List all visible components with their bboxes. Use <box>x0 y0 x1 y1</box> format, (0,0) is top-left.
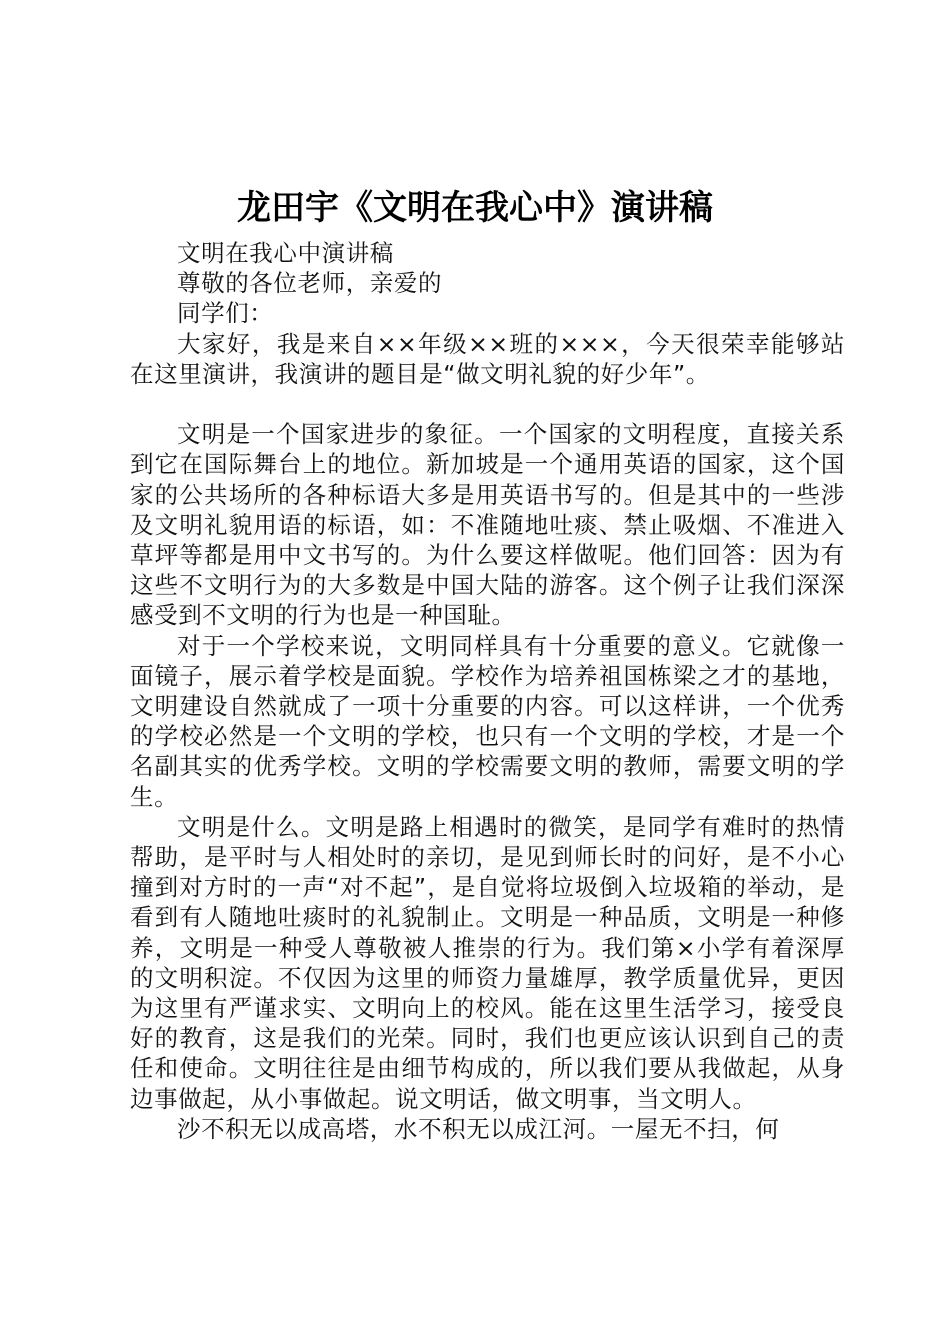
intro-line-students: 同学们： <box>177 299 274 328</box>
paragraph-opening: 大家好，我是来自××年级××班的×××，今天很荣幸能够站在这里演讲，我演讲的题目是“做文明礼貌的好少年”。 <box>130 329 845 388</box>
intro-line-greeting: 尊敬的各位老师，亲爱的 <box>177 269 443 298</box>
blank-line <box>130 389 845 419</box>
paragraph-school: 对于一个学校来说，文明同样具有十分重要的意义。它就像一面镜子，展示着学校是面貌。学校作为培养祖国栋梁之才的基地，文明建设自然就成了一项十分重要的内容。可以这样讲，一个优秀的学校必然是一个文明的学校，也只有一个文明的学校，才是一个名副其实的优秀学校。文明的学校需要文明的教师，需要文明的学生。 <box>130 631 845 811</box>
intro-line-title: 文明在我心中演讲稿 <box>177 239 394 267</box>
paragraph-nation: 文明是一个国家进步的象征。一个国家的文明程度，直接关系到它在国际舞台上的地位。新加坡是一个通用英语的国家，这个国家的公共场所的各种标语大多是用英语书写的。但是其中的一些涉及文明礼貌用语的标语，如：不准随地吐痰、禁止吸烟、不准进入草坪等都是用中文书写的。为什么要这样做呢。他们回答：因为有这些不文明行为的大多数是中国大陆的游客。这个例子让我们深深感受到不文明的行为也是一种国耻。 <box>130 420 845 630</box>
document-body <box>130 238 845 1144</box>
paragraph-closing: 沙不积无以成高塔，水不积无以成江河。一屋无不扫，何 <box>177 1114 780 1143</box>
document-title: 龙田宇《文明在我心中》演讲稿 <box>237 188 713 228</box>
paragraph-what-is-civility: 文明是什么。文明是路上相遇时的微笑，是同学有难时的热情帮助，是平时与人相处时的亲切，是见到师长时的问好，是不小心撞到对方时的一声“对不起”，是自觉将垃圾倒入垃圾箱的举动，是看到有人随地吐痰时的礼貌制止。文明是一种品质，文明是一种修养，文明是一种受人尊敬被人推崇的行为。我们第×小学有着深厚的文明积淀。不仅因为这里的师资力量雄厚，教学质量优异，更因为这里有严谨求实、文明向上的校风。能在这里生活学习，接受良好的教育，这是我们的光荣。同时，我们也更应该认识到自己的责任和使命。文明往往是由细节构成的，所以我们要从我做起，从身边事做起，从小事做起。说文明话，做文明事，当文明人。 <box>130 812 845 1113</box>
